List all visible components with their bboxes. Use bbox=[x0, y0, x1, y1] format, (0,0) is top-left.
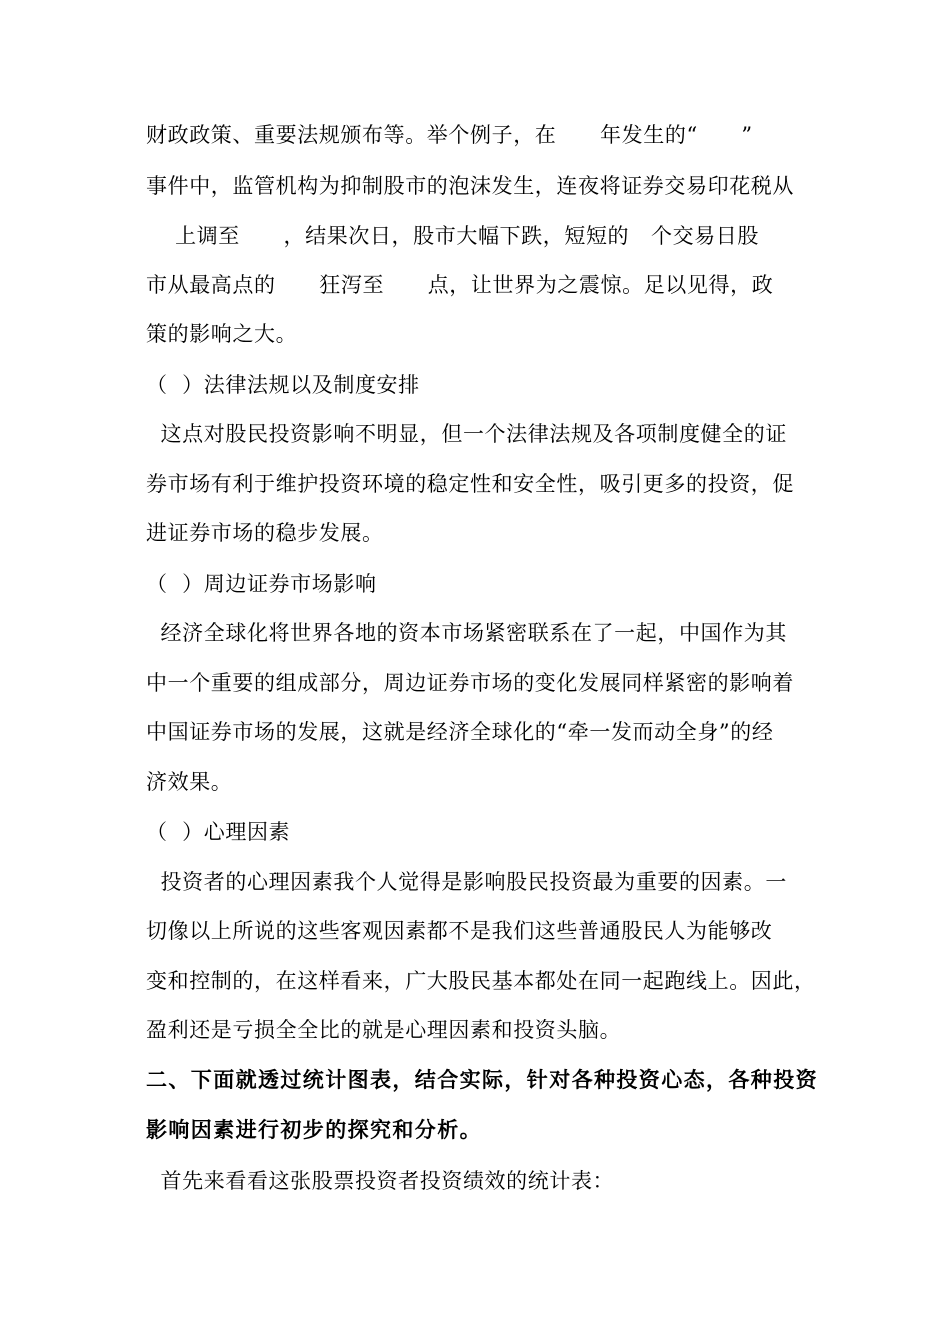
policy-line-2: 事件中，监管机构为抑制股市的泡沫发生，连夜将证券交易印花税从 bbox=[146, 174, 794, 198]
section-title-psychology: （ ）心理因素 bbox=[146, 820, 291, 844]
section-two-heading-line-1: 二、下面就透过统计图表，结合实际，针对各种投资心态，各种投资 bbox=[146, 1068, 818, 1092]
section-title-law: （ ）法律法规以及制度安排 bbox=[146, 373, 420, 397]
policy-line-3: 上调至 ，结果次日，股市大幅下跌，短短的 个交易日股 bbox=[146, 224, 759, 248]
section-two-heading-line-2: 影响因素进行初步的探究和分析。 bbox=[146, 1118, 482, 1142]
market-line-2: 中一个重要的组成部分，周边证券市场的变化发展同样紧密的影响着 bbox=[146, 671, 794, 695]
law-line-3: 进证券市场的稳步发展。 bbox=[146, 521, 384, 545]
law-line-2: 券市场有利于维护投资环境的稳定性和安全性，吸引更多的投资，促 bbox=[146, 472, 794, 496]
psychology-line-4: 盈利还是亏损全全比的就是心理因素和投资头脑。 bbox=[146, 1018, 622, 1042]
law-line-1: 这点对股民投资影响不明显，但一个法律法规及各项制度健全的证 bbox=[146, 422, 787, 446]
market-line-1: 经济全球化将世界各地的资本市场紧密联系在了一起，中国作为其 bbox=[146, 621, 787, 645]
psychology-line-2: 切像以上所说的这些客观因素都不是我们这些普通股民人为能够改 bbox=[146, 919, 773, 943]
market-line-3: 中国证券市场的发展，这就是经济全球化的“牵一发而动全身”的经 bbox=[146, 720, 774, 744]
market-line-4: 济效果。 bbox=[146, 770, 233, 794]
policy-line-5: 策的影响之大。 bbox=[146, 322, 298, 346]
policy-line-1: 财政政策、重要法规颁布等。举个例子，在 年发生的“ ” bbox=[146, 123, 753, 147]
psychology-line-1: 投资者的心理因素我个人觉得是影响股民投资最为重要的因素。一 bbox=[146, 870, 787, 894]
section-title-market: （ ）周边证券市场影响 bbox=[146, 572, 377, 596]
psychology-line-3: 变和控制的，在这样看来，广大股民基本都处在同一起跑线上。因此， bbox=[146, 969, 816, 993]
policy-line-4: 市从最高点的 狂泻至 点，让世界为之震惊。足以见得，政 bbox=[146, 273, 774, 297]
section-two-intro: 首先来看看这张股票投资者投资绩效的统计表： bbox=[146, 1169, 615, 1193]
